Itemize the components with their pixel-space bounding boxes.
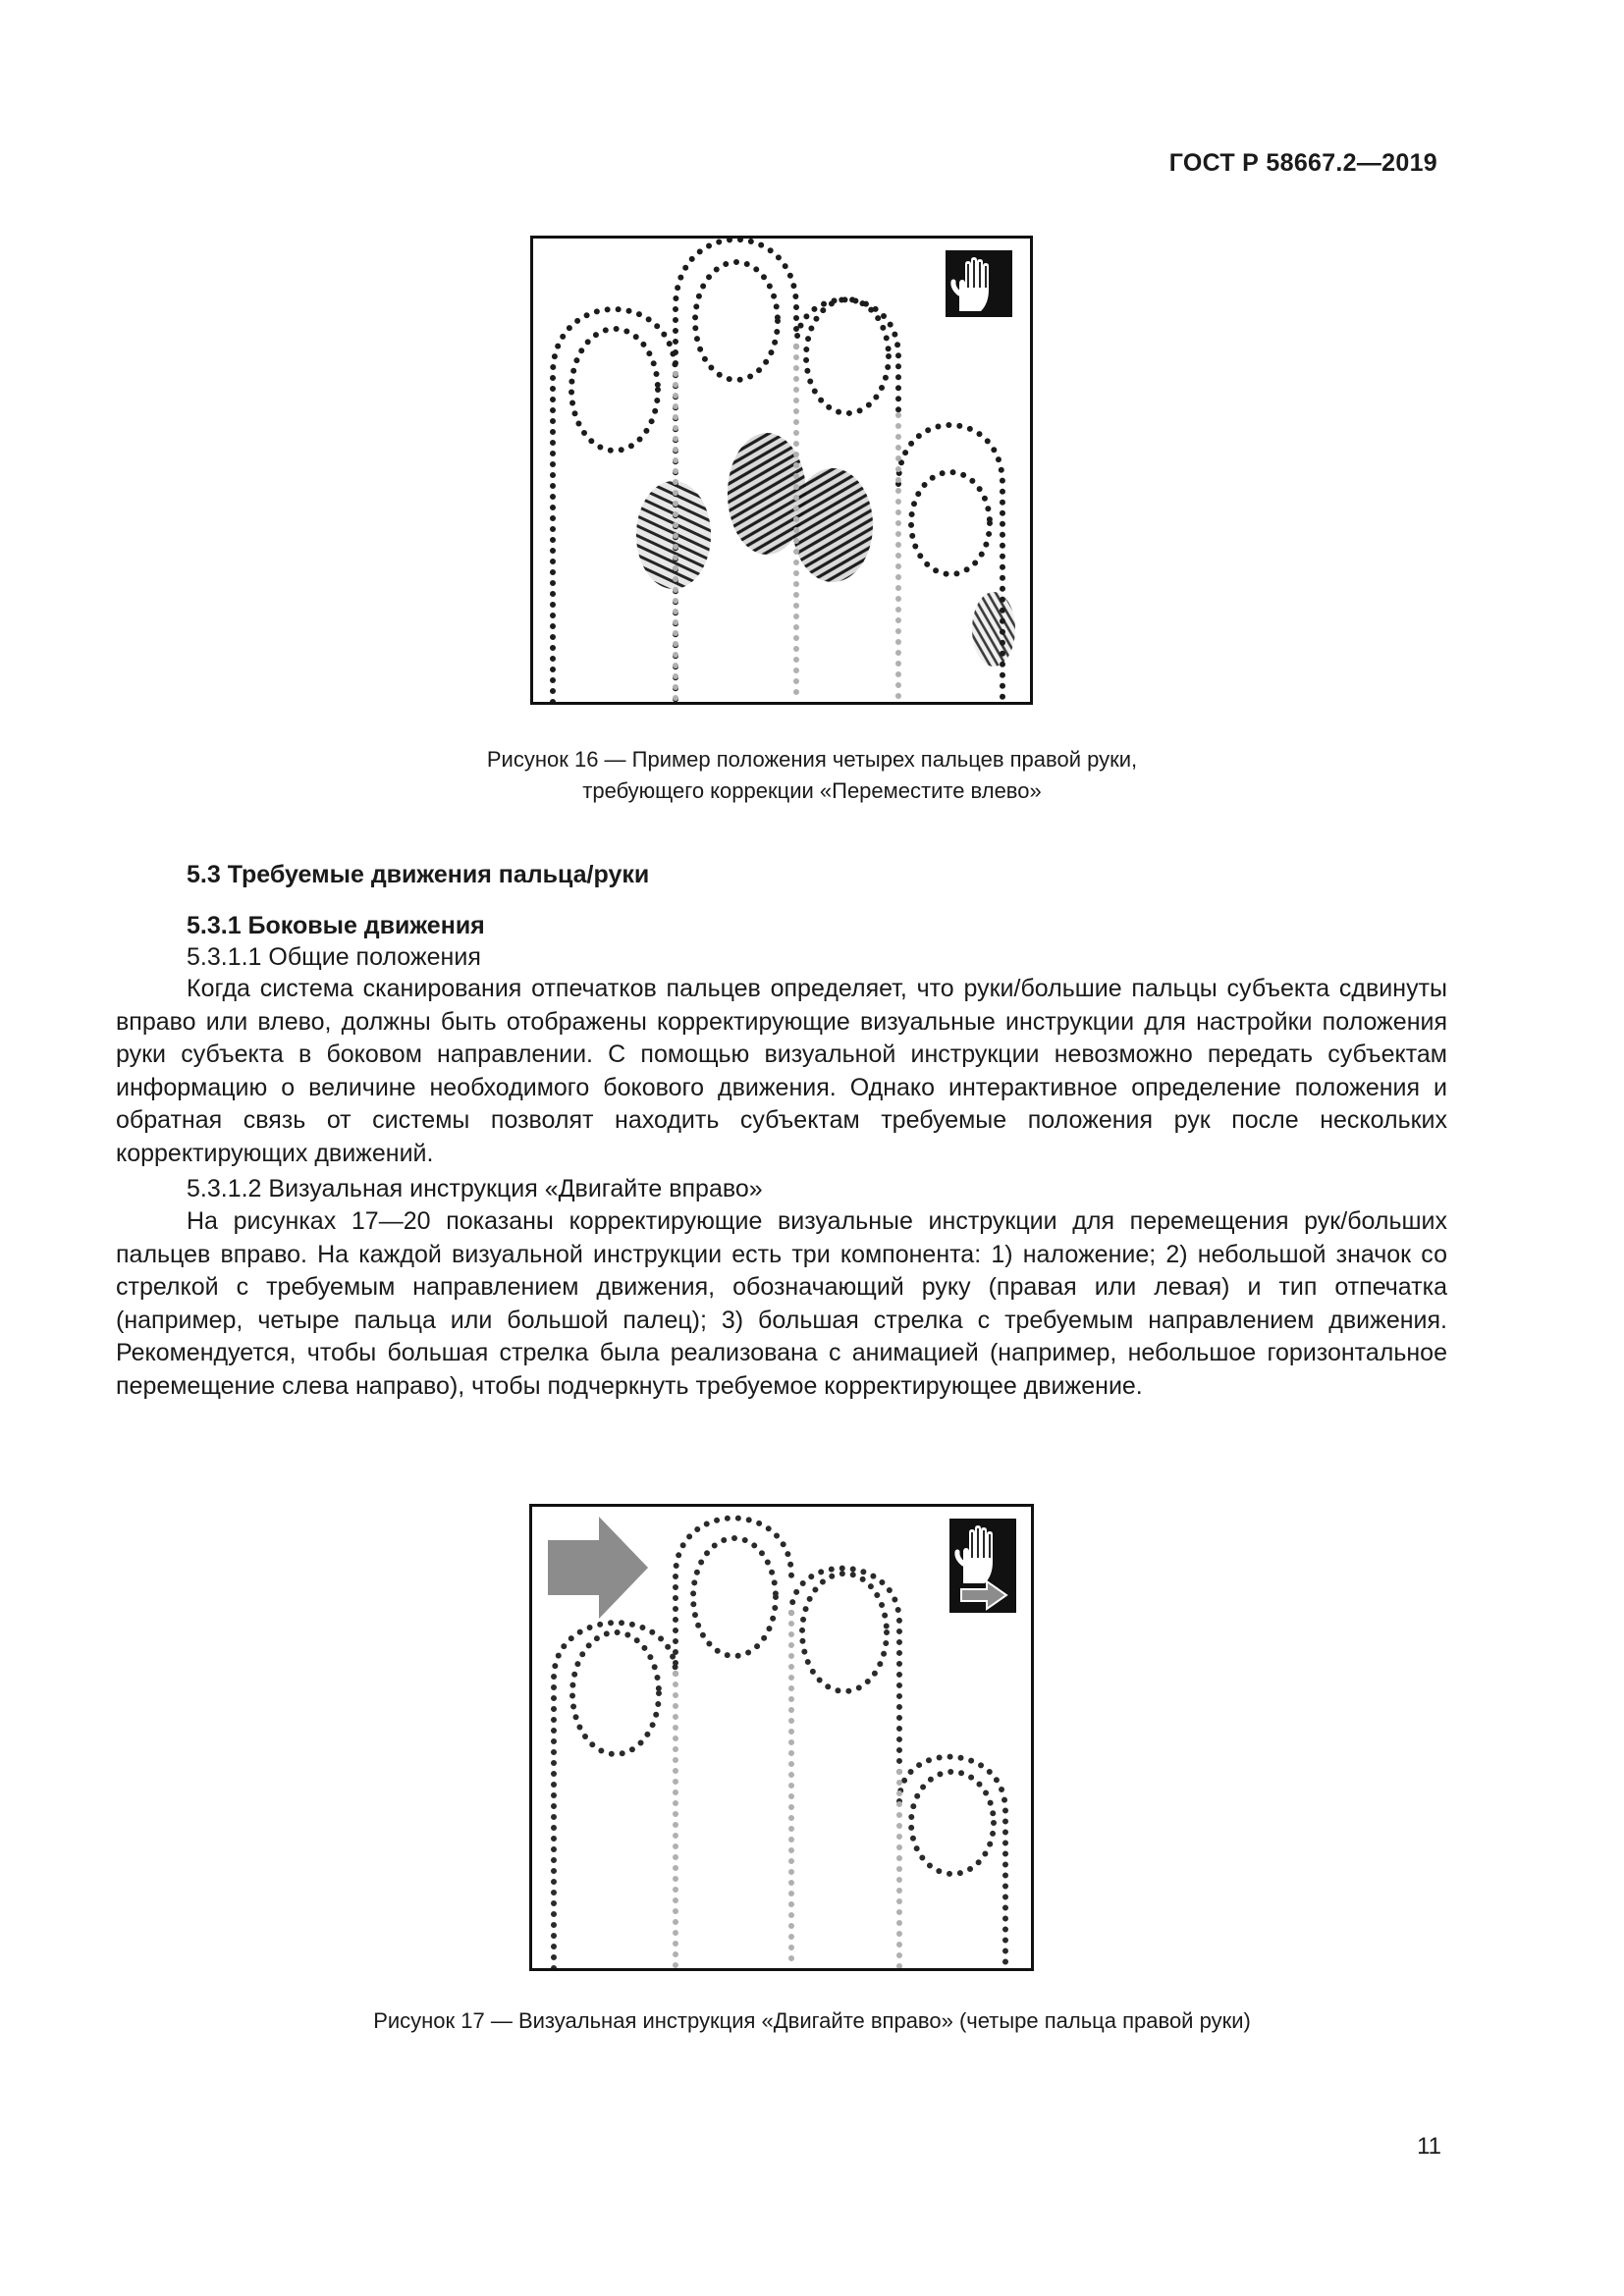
finger-outline-ring bbox=[796, 299, 898, 415]
finger-outline-little bbox=[899, 1757, 1005, 1968]
fingerprint-little bbox=[972, 592, 1015, 667]
finger-outline-middle bbox=[676, 1519, 791, 1675]
section-5-3-1-title: 5.3.1 Боковые движения bbox=[187, 912, 485, 939]
finger-outline-middle bbox=[676, 240, 796, 380]
finger-outline-ring bbox=[791, 1569, 899, 1772]
figure-17 bbox=[529, 1504, 1034, 1971]
figure-16-caption-line1: Рисунок 16 — Пример положения четырех пальцев правой руки, bbox=[486, 747, 1138, 772]
section-5-3-1-2-title: 5.3.1.2 Визуальная инструкция «Двигайте вправо» bbox=[187, 1175, 763, 1202]
section-5-3-1-2-text: На рисунках 17—20 показаны корректирующие визуальные инструкции для перемещения рук/больших пальцев вправо. На каждой визуальной инструкции есть три компонента: 1) наложение; 2) небольшой значок со стрелкой с требуемым направлением движения, обозначающий руку (правая или левая) и тип отпечатка (например, четыре пальца или большой палец); 3) большая стрелка с требуемым направлением движения. Рекомендуется, чтобы большая стрелка была реализована с анимацией (например, небольшое горизонтальное перемещение слева направо), чтобы подчеркнуть требуемое корректирующее движение. bbox=[116, 1207, 1447, 1400]
arrow-right-icon bbox=[548, 1517, 648, 1619]
right-hand-icon bbox=[946, 250, 1012, 317]
right-hand-arrow-right-icon bbox=[949, 1519, 1016, 1613]
figure-16 bbox=[530, 236, 1033, 705]
section-5-3-1-1-title: 5.3.1.1 Общие положения bbox=[187, 943, 481, 971]
page-number: 11 bbox=[1417, 2133, 1441, 2160]
figure-16-caption-line2: требующего коррекции «Переместите влево» bbox=[582, 778, 1042, 803]
finger-guides-light bbox=[676, 1613, 899, 1968]
document-code: ГОСТ Р 58667.2—2019 bbox=[1168, 149, 1437, 177]
finger-outline-index bbox=[554, 1623, 676, 1968]
fingerprint-ring bbox=[792, 468, 873, 582]
figure-17-caption: Рисунок 17 — Визуальная инструкция «Двигайте вправо» (четыре пальца правой руки) bbox=[373, 2008, 1251, 2033]
section-5-3-title: 5.3 Требуемые движения пальца/руки bbox=[187, 861, 650, 888]
section-5-3-1-1-text: Когда система сканирования отпечатков пальцев определяет, что руки/большие пальцы субъекта сдвинуты вправо или влево, должны быть отображены корректирующие визуальные инструкции для настройки положения руки субъекта в боковом направлении. С помощью визуальной инструкции невозможно передать субъектам информацию о величине необходимого бокового движения. Однако интерактивное определение положения и обратная связь от системы позволят находить субъектам требуемые положения рук после нескольких корректирующих движений. bbox=[116, 975, 1447, 1167]
